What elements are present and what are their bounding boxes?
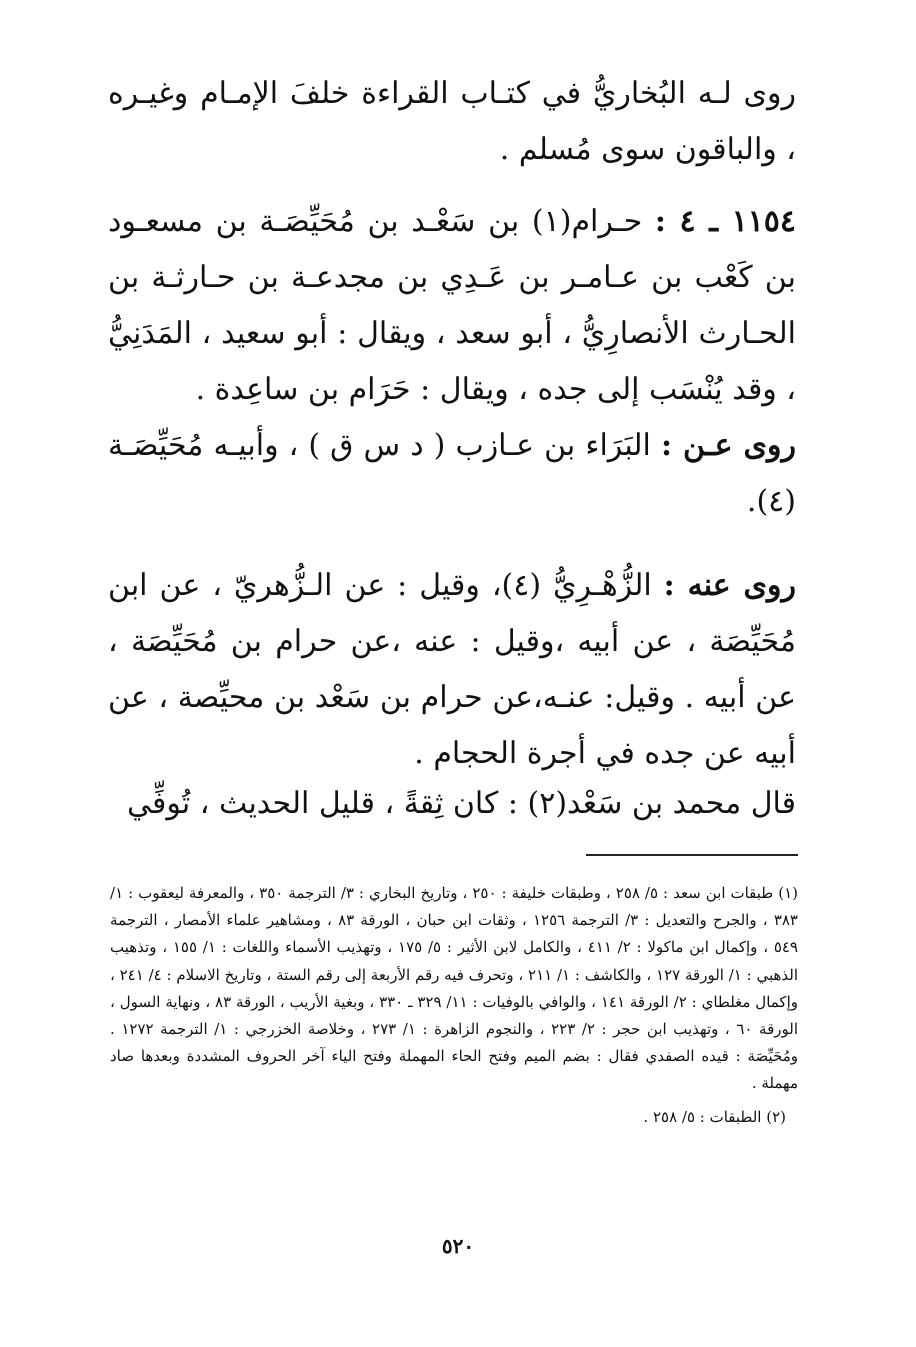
footnote-1: (١) طبقات ابن سعد : ٥/ ٢٥٨ ، وطبقات خليفة : ٢٥٠ ، وتاريخ البخاري : ٣/ الترجمة ٣٥٠ ، والمعرفة ليعقوب : ١/ ٣٨٣ ، والجرح والتعديل : ٣/ الترجمة ١٢٥٦ ، وثقات ابن حبان ، الورقة ٨٣ ، ومشاهير علماء الأمصار ، الترجمة ٥٤٩ ، وإكمال ابن ماكولا : ٢/ ٤١١ ، والكامل لابن الأثير : ٥/ ١٧٥ ، وتهذيب الأسماء واللغات : ١/ ١٥٥ ، وتذهيب الذهبي : ١/ الورقة ١٢٧ ، والكاشف : ١/ ٢١١ ، وتحرف فيه رقم الأربعة إلى رقم الستة ، وتاريخ الاسلام : ٤/ ٢٤١ ، وإكمال مغلطاي : ٢/ الورقة ١٤١ ، والوافي بالوفيات : ١١/ ٣٢٩ ـ ٣٣٠ ، وبغية الأريب ، الورقة ٨٣ ، ونهاية السول ، الورقة ٦٠ ، وتهذيب ابن حجر : ٢/ ٢٢٣ ، والنجوم الزاهرة : ١/ ٢٧٣ ، وخلاصة الخزرجي : ١/ الترجمة ١٢٧٢ . ومُحَيِّصَة : قيده الصفدي فقال : بضم الميم وفتح الحاء المهملة وفتح الياء آخر الحروف المشددة وبعدها صاد مهملة . (110, 884, 799, 1093)
ibn-sad-quote-paragraph (108, 776, 796, 832)
narrated-from-text: البَرَاء بن عـازب ( د س ق ) ، وأبيـه مُحَيِّصَـة (٤). (108, 428, 796, 519)
paragraph-text: قال محمد بن سَعْد(٢) : كان ثِقةً ، قليل الحديث ، تُوفِّي (127, 786, 796, 821)
narrated-by-text: الزُّهْـرِيُّ (٤)، وقيل : عن الـزُّهريّ ، عن ابن مُحَيِّصَة ، عن أبيه ،وقيل : عنه ،عن حرام بن مُحَيِّصَة ، عن أبيه . وقيل: عنـه،عن حرام بن سَعْد بن محيِّصة ، عن أبيه عن جده في أجرة الحجام . (108, 568, 796, 771)
entry-heading-paragraph (108, 194, 796, 418)
narrated-from-label: روى عـن : (660, 428, 796, 463)
narrated-from-paragraph (108, 418, 796, 530)
entry-number: ١١٥٤ ـ ٤ : (654, 204, 797, 239)
narrated-by-paragraph (108, 558, 796, 782)
paragraph-text: روى لـه البُخاريُّ في كتـاب القراءة خلفَ الإمـام وغيـره ، والباقون سوى مُسلم . (108, 76, 796, 167)
footnotes-section (110, 880, 798, 1131)
footnote-separator (586, 854, 798, 856)
footnote-2: (٢) الطبقات : ٥/ ٢٥٨ . (643, 1107, 786, 1126)
entry-text: حـرام(١) بن سَعْـد بن مُحَيِّصَـة بن مسعـود بن كَعْب بن عـامـر بن عَـدِي بن مجدعـة بن حـارثـة بن الحـارث الأنصارِيُّ ، أبو سعد ، ويقال : أبو سعيد ، المَدَنِيُّ ، وقد يُنْسَب إلى جده ، ويقال : حَرَام بن ساعِدة . (108, 204, 796, 407)
paragraph-bukhari-note (108, 66, 796, 178)
narrated-by-label: روى عنه : (663, 568, 796, 603)
page-number: ٥٢٠ (441, 1234, 475, 1258)
